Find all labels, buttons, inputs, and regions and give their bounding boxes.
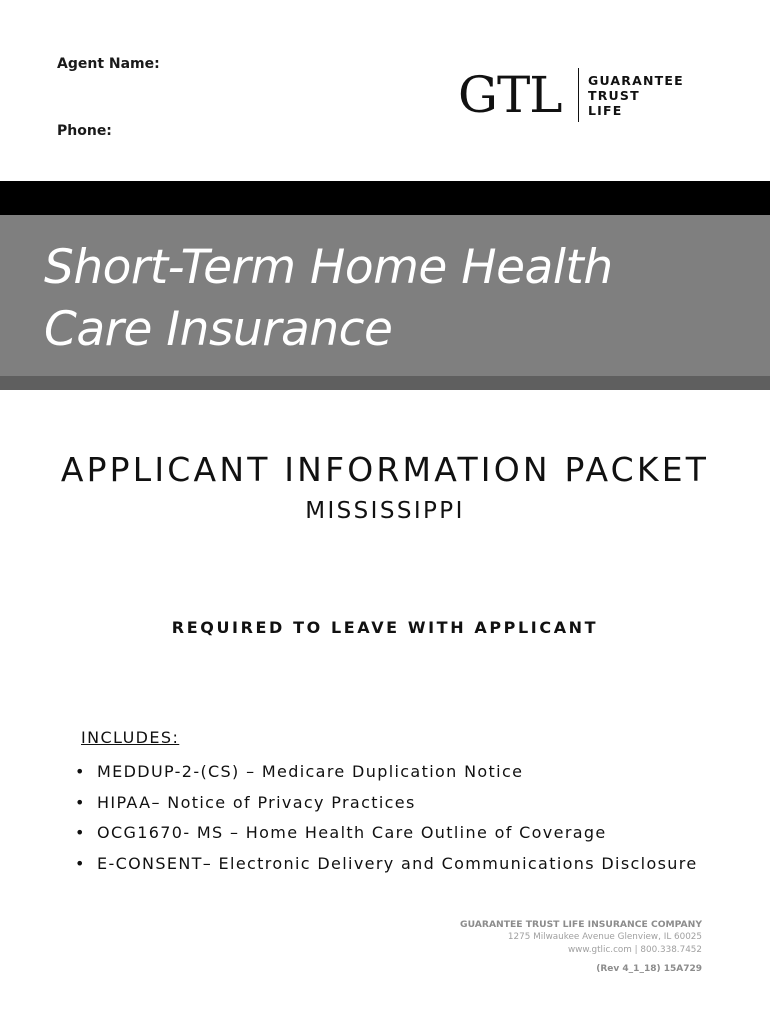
- includes-heading: INCLUDES:: [81, 728, 180, 747]
- company-footer: [460, 918, 702, 976]
- list-item: [75, 788, 698, 819]
- footer-revision: (Rev 4_1_18) 15A729: [596, 964, 702, 974]
- logo-wordmark: [588, 73, 684, 118]
- logo-word-life: LIFE: [588, 102, 623, 118]
- list-item-text: MEDDUP-2-(CS) – Medicare Duplication Notice: [97, 762, 524, 781]
- bullet-icon: •: [75, 823, 86, 842]
- logo-divider: [578, 68, 580, 122]
- bullet-icon: •: [75, 853, 86, 873]
- product-title-line-2: Care Insurance: [44, 302, 393, 357]
- includes-list: [75, 757, 698, 879]
- header-black-band: [0, 181, 770, 215]
- logo-word-guarantee: GUARANTEE: [588, 72, 684, 88]
- list-item-text: OCG1670- MS – Home Health Care Outline of Coverage: [97, 823, 607, 842]
- footer-contact: www.gtlic.com | 800.338.7452: [567, 945, 702, 955]
- logo-mark: GTL: [458, 66, 562, 124]
- bullet-icon: •: [75, 792, 86, 812]
- required-notice: REQUIRED TO LEAVE WITH APPLICANT: [171, 618, 599, 637]
- header-dark-strip: [0, 376, 770, 390]
- bullet-icon: •: [75, 762, 86, 781]
- footer-address: 1275 Milwaukee Avenue Glenview, IL 60025: [507, 932, 702, 942]
- list-item-text: E-CONSENT– Electronic Delivery and Communications Disclosure: [97, 853, 698, 873]
- logo-word-trust: TRUST: [588, 87, 640, 103]
- footer-company-name: GUARANTEE TRUST LIFE INSURANCE COMPANY: [460, 919, 702, 930]
- list-item: [75, 757, 698, 788]
- list-item: [75, 849, 698, 880]
- packet-title: APPLICANT INFORMATION PACKET: [60, 450, 710, 489]
- product-title: [44, 237, 724, 361]
- list-item: [75, 818, 698, 849]
- product-title-line-1: Short-Term Home Health: [44, 240, 613, 295]
- list-item-text: HIPAA– Notice of Privacy Practices: [97, 792, 416, 812]
- agent-name-label: Agent Name:: [57, 56, 160, 72]
- agent-phone-label: Phone:: [57, 123, 112, 139]
- packet-state: MISSISSIPPI: [305, 498, 465, 524]
- gtl-logo: [458, 66, 684, 124]
